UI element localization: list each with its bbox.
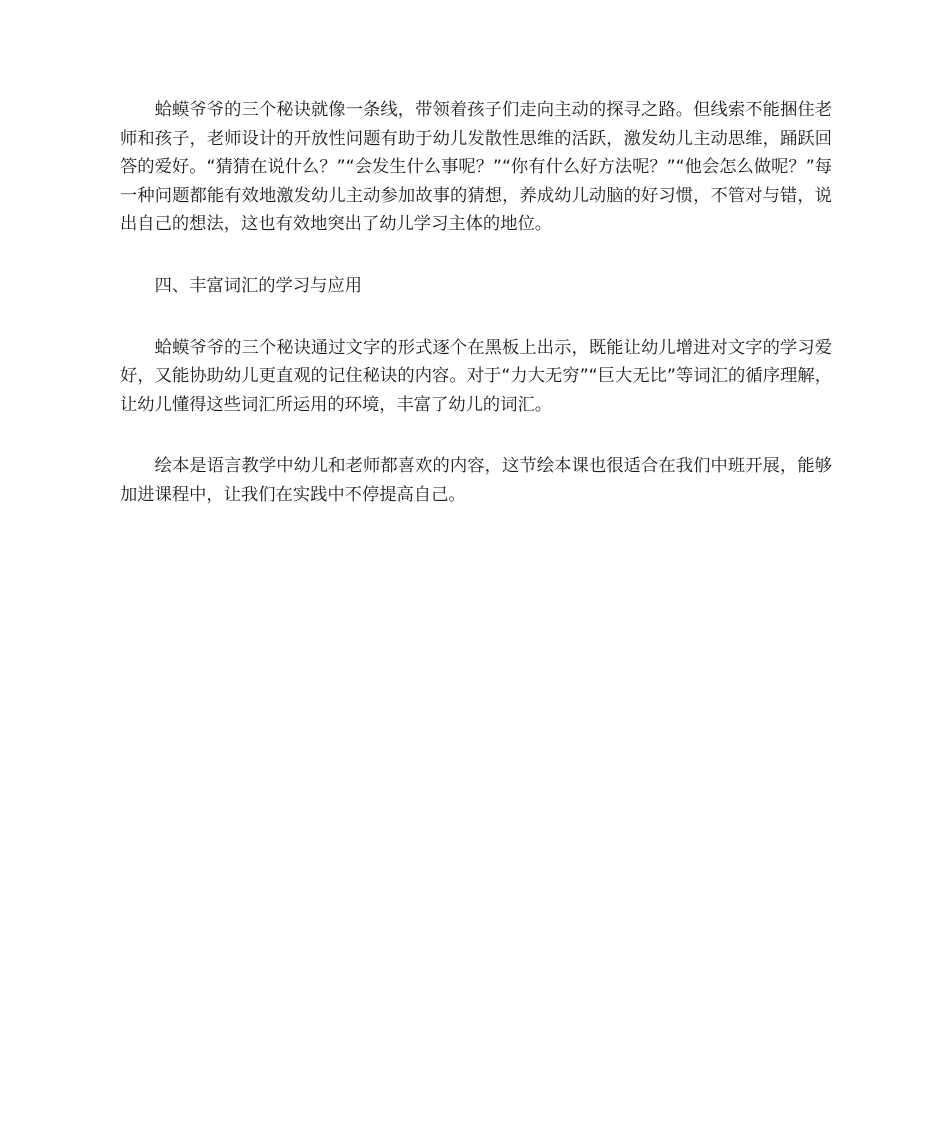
paragraph-vocabulary: 蛤蟆爷爷的三个秘诀通过文字的形式逐个在黑板上出示，既能让幼儿增进对文字的学习爱好，又能协助幼儿更直观的记住秘诀的内容。对于“力大无穷”“巨大无比”等词汇的循序理解，让幼儿懂得这些词汇所运用的环境，丰富了幼儿的词汇。 [120,337,832,415]
paragraph-open-questions: 蛤蟆爷爷的三个秘诀就像一条线，带领着孩子们走向主动的探寻之路。但线索不能捆住老师和孩子，老师设计的开放性问题有助于幼儿发散性思维的活跃，激发幼儿主动思维，踊跃回答的爱好。“猜猜在说什么？”“会发生什么事呢？”“你有什么好方法呢？”“他会怎么做呢？”每一种问题都能有效地激发幼儿主动参加故事的猜想，养成幼儿动脑的好习惯，不管对与错，说出自己的想法，这也有效地突出了幼儿学习主体的地位。 [120,100,832,235]
document-body [120,96,832,543]
section-heading: 四、丰富词汇的学习与应用 [154,275,362,296]
paragraph-conclusion: 绘本是语言教学中幼儿和老师都喜欢的内容，这节绘本课也很适合在我们中班开展，能够加进课程中，让我们在实践中不停提高自己。 [120,456,832,505]
